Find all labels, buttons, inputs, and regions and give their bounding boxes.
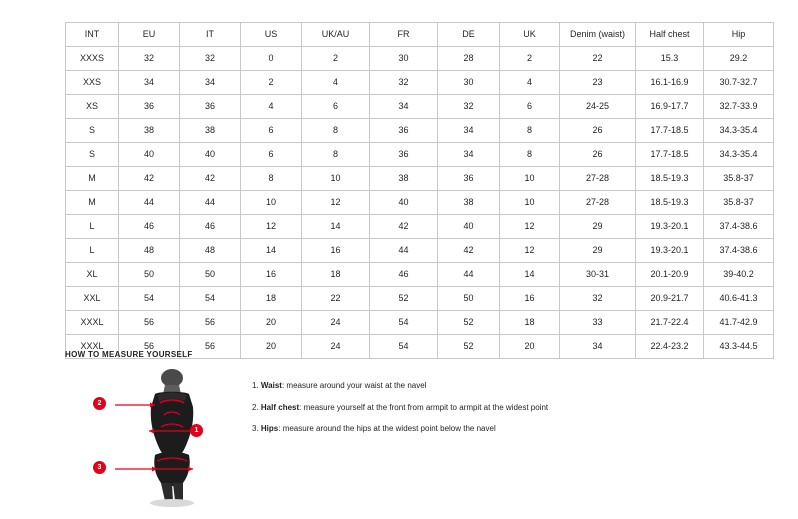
column-header: FR xyxy=(370,23,438,47)
table-header-row xyxy=(66,23,774,47)
table-cell: 2 xyxy=(500,47,560,71)
table-cell: XXS xyxy=(66,71,119,95)
table-cell: 32 xyxy=(370,71,438,95)
column-header: UK xyxy=(500,23,560,47)
table-cell: XXXS xyxy=(66,47,119,71)
table-cell: M xyxy=(66,191,119,215)
measure-bullet-3: 3 xyxy=(93,461,106,474)
column-header: Hip xyxy=(704,23,774,47)
table-cell: 16 xyxy=(241,263,302,287)
how-to-measure-section xyxy=(65,350,765,509)
table-cell: 22.4-23.2 xyxy=(636,335,704,359)
column-header: IT xyxy=(180,23,241,47)
table-cell: 38 xyxy=(370,167,438,191)
column-header: Half chest xyxy=(636,23,704,47)
table-cell: 17.7-18.5 xyxy=(636,119,704,143)
table-cell: 41.7-42.9 xyxy=(704,311,774,335)
table-cell: 34.3-35.4 xyxy=(704,143,774,167)
table-cell: 56 xyxy=(180,311,241,335)
table-cell: 15.3 xyxy=(636,47,704,71)
table-cell: 46 xyxy=(119,215,180,239)
column-header: INT xyxy=(66,23,119,47)
table-cell: 30 xyxy=(370,47,438,71)
table-row xyxy=(66,263,774,287)
measure-text: : measure yourself at the front from armpit to armpit at the widest point xyxy=(299,402,549,412)
size-table-container xyxy=(65,22,758,359)
table-cell: 6 xyxy=(241,119,302,143)
table-cell: 50 xyxy=(438,287,500,311)
table-cell: XS xyxy=(66,95,119,119)
table-cell: 22 xyxy=(560,47,636,71)
table-cell: 46 xyxy=(370,263,438,287)
table-cell: 26 xyxy=(560,119,636,143)
column-header: EU xyxy=(119,23,180,47)
table-cell: 29 xyxy=(560,239,636,263)
table-cell: 50 xyxy=(119,263,180,287)
table-cell: 40.6-41.3 xyxy=(704,287,774,311)
table-cell: 20.9-21.7 xyxy=(636,287,704,311)
table-cell: M xyxy=(66,167,119,191)
table-cell: 44 xyxy=(370,239,438,263)
table-cell: 40 xyxy=(438,215,500,239)
table-cell: 0 xyxy=(241,47,302,71)
table-cell: 6 xyxy=(302,95,370,119)
table-cell: 14 xyxy=(500,263,560,287)
table-cell: 52 xyxy=(438,311,500,335)
table-cell: 54 xyxy=(370,311,438,335)
table-cell: 40 xyxy=(180,143,241,167)
table-cell: 19.3-20.1 xyxy=(636,215,704,239)
table-row xyxy=(66,239,774,263)
table-cell: 56 xyxy=(119,335,180,359)
table-cell: 42 xyxy=(119,167,180,191)
table-cell: 34 xyxy=(119,71,180,95)
measure-number: 3. xyxy=(252,424,259,434)
measure-bullet-2: 2 xyxy=(93,397,106,410)
table-cell: 48 xyxy=(180,239,241,263)
table-cell: 38 xyxy=(119,119,180,143)
how-to-measure-title: HOW TO MEASURE YOURSELF xyxy=(65,350,193,359)
table-cell: 52 xyxy=(370,287,438,311)
table-cell: 37.4-38.6 xyxy=(704,239,774,263)
table-cell: 10 xyxy=(500,167,560,191)
table-cell: L xyxy=(66,215,119,239)
table-cell: 17.7-18.5 xyxy=(636,143,704,167)
table-cell: 42 xyxy=(438,239,500,263)
table-cell: 50 xyxy=(180,263,241,287)
measure-text: : measure around the hips at the widest point below the navel xyxy=(278,424,496,434)
table-cell: 48 xyxy=(119,239,180,263)
table-cell: 30 xyxy=(438,71,500,95)
table-cell: 20 xyxy=(241,311,302,335)
table-row xyxy=(66,287,774,311)
table-row xyxy=(66,167,774,191)
column-header: US xyxy=(241,23,302,47)
table-cell: 54 xyxy=(370,335,438,359)
table-cell: 32.7-33.9 xyxy=(704,95,774,119)
table-cell: 14 xyxy=(302,215,370,239)
half-chest-measure-arrow xyxy=(115,403,155,408)
measure-text: : measure around your waist at the navel xyxy=(281,381,427,390)
table-cell: 10 xyxy=(241,191,302,215)
table-cell: 8 xyxy=(302,119,370,143)
table-row xyxy=(66,95,774,119)
table-cell: 4 xyxy=(241,95,302,119)
table-cell: 6 xyxy=(500,95,560,119)
mannequin-illustration xyxy=(115,369,230,509)
table-cell: 32 xyxy=(180,47,241,71)
table-cell: 2 xyxy=(241,71,302,95)
table-cell: 16.9-17.7 xyxy=(636,95,704,119)
table-cell: 34 xyxy=(180,71,241,95)
measure-term: Waist xyxy=(260,381,282,390)
measure-instruction-half-chest xyxy=(252,403,765,413)
table-cell: 56 xyxy=(119,311,180,335)
measure-term: Half chest xyxy=(260,402,300,412)
table-cell: 36 xyxy=(180,95,241,119)
table-cell: 34 xyxy=(438,119,500,143)
table-cell: 27-28 xyxy=(560,167,636,191)
table-cell: 46 xyxy=(180,215,241,239)
table-cell: 18.5-19.3 xyxy=(636,167,704,191)
measure-number: 2. xyxy=(252,402,259,412)
table-cell: 54 xyxy=(119,287,180,311)
table-cell: 20 xyxy=(241,335,302,359)
measure-term: Hips xyxy=(260,424,279,434)
table-cell: 32 xyxy=(560,287,636,311)
table-cell: 29.2 xyxy=(704,47,774,71)
table-row xyxy=(66,215,774,239)
table-cell: 32 xyxy=(119,47,180,71)
table-cell: 36 xyxy=(119,95,180,119)
table-cell: 16 xyxy=(302,239,370,263)
measure-number: 1. xyxy=(252,381,259,390)
table-cell: 56 xyxy=(180,335,241,359)
size-table xyxy=(65,22,774,359)
table-cell: 30.7-32.7 xyxy=(704,71,774,95)
mannequin-figure xyxy=(97,369,230,509)
table-cell: 16.1-16.9 xyxy=(636,71,704,95)
table-cell: 6 xyxy=(241,143,302,167)
table-cell: 35.8-37 xyxy=(704,191,774,215)
table-cell: 37.4-38.6 xyxy=(704,215,774,239)
table-row xyxy=(66,119,774,143)
table-cell: 10 xyxy=(500,191,560,215)
table-cell: S xyxy=(66,143,119,167)
table-cell: 34 xyxy=(370,95,438,119)
table-cell: 18 xyxy=(500,311,560,335)
table-cell: 43.3-44.5 xyxy=(704,335,774,359)
how-to-measure-body xyxy=(65,369,765,509)
table-cell: 44 xyxy=(438,263,500,287)
table-cell: 39-40.2 xyxy=(704,263,774,287)
table-cell: 40 xyxy=(119,143,180,167)
table-cell: 8 xyxy=(500,143,560,167)
table-cell: 12 xyxy=(500,215,560,239)
table-cell: 24 xyxy=(302,311,370,335)
table-cell: 20.1-20.9 xyxy=(636,263,704,287)
table-cell: 29 xyxy=(560,215,636,239)
column-header: UK/AU xyxy=(302,23,370,47)
table-cell: 8 xyxy=(500,119,560,143)
table-row xyxy=(66,191,774,215)
table-cell: 27-28 xyxy=(560,191,636,215)
table-cell: 24 xyxy=(302,335,370,359)
measure-instructions-list xyxy=(252,369,765,446)
table-cell: 18.5-19.3 xyxy=(636,191,704,215)
table-cell: 30-31 xyxy=(560,263,636,287)
table-cell: 33 xyxy=(560,311,636,335)
table-cell: 4 xyxy=(500,71,560,95)
table-cell: 34.3-35.4 xyxy=(704,119,774,143)
measure-bullet-1: 1 xyxy=(190,424,203,437)
table-cell: 23 xyxy=(560,71,636,95)
table-cell: 19.3-20.1 xyxy=(636,239,704,263)
table-cell: S xyxy=(66,119,119,143)
table-cell: 10 xyxy=(302,167,370,191)
table-cell: XXXL xyxy=(66,311,119,335)
table-cell: XL xyxy=(66,263,119,287)
table-cell: 36 xyxy=(370,143,438,167)
table-cell: L xyxy=(66,239,119,263)
table-cell: 2 xyxy=(302,47,370,71)
table-cell: 44 xyxy=(180,191,241,215)
table-cell: 20 xyxy=(500,335,560,359)
table-cell: 12 xyxy=(500,239,560,263)
table-cell: 54 xyxy=(180,287,241,311)
table-cell: 42 xyxy=(180,167,241,191)
table-cell: 21.7-22.4 xyxy=(636,311,704,335)
table-row xyxy=(66,311,774,335)
table-cell: 8 xyxy=(241,167,302,191)
table-cell: 35.8-37 xyxy=(704,167,774,191)
table-cell: XXXL xyxy=(66,335,119,359)
table-cell: 34 xyxy=(438,143,500,167)
table-cell: 18 xyxy=(302,263,370,287)
table-cell: 38 xyxy=(438,191,500,215)
column-header: Denim (waist) xyxy=(560,23,636,47)
table-cell: 12 xyxy=(241,215,302,239)
table-cell: 44 xyxy=(119,191,180,215)
table-cell: 38 xyxy=(180,119,241,143)
table-cell: 18 xyxy=(241,287,302,311)
table-cell: 12 xyxy=(302,191,370,215)
table-cell: 24-25 xyxy=(560,95,636,119)
table-cell: 8 xyxy=(302,143,370,167)
column-header: DE xyxy=(438,23,500,47)
table-row xyxy=(66,71,774,95)
table-row xyxy=(66,143,774,167)
table-cell: 22 xyxy=(302,287,370,311)
table-cell: 14 xyxy=(241,239,302,263)
table-cell: 34 xyxy=(560,335,636,359)
table-cell: 52 xyxy=(438,335,500,359)
table-cell: 4 xyxy=(302,71,370,95)
table-cell: 28 xyxy=(438,47,500,71)
table-cell: 36 xyxy=(370,119,438,143)
table-cell: 42 xyxy=(370,215,438,239)
table-cell: XXL xyxy=(66,287,119,311)
table-cell: 40 xyxy=(370,191,438,215)
table-cell: 32 xyxy=(438,95,500,119)
table-cell: 36 xyxy=(438,167,500,191)
measure-instruction-hips xyxy=(252,424,765,434)
table-cell: 26 xyxy=(560,143,636,167)
table-row xyxy=(66,47,774,71)
table-cell: 16 xyxy=(500,287,560,311)
measure-instruction-waist xyxy=(252,381,765,391)
